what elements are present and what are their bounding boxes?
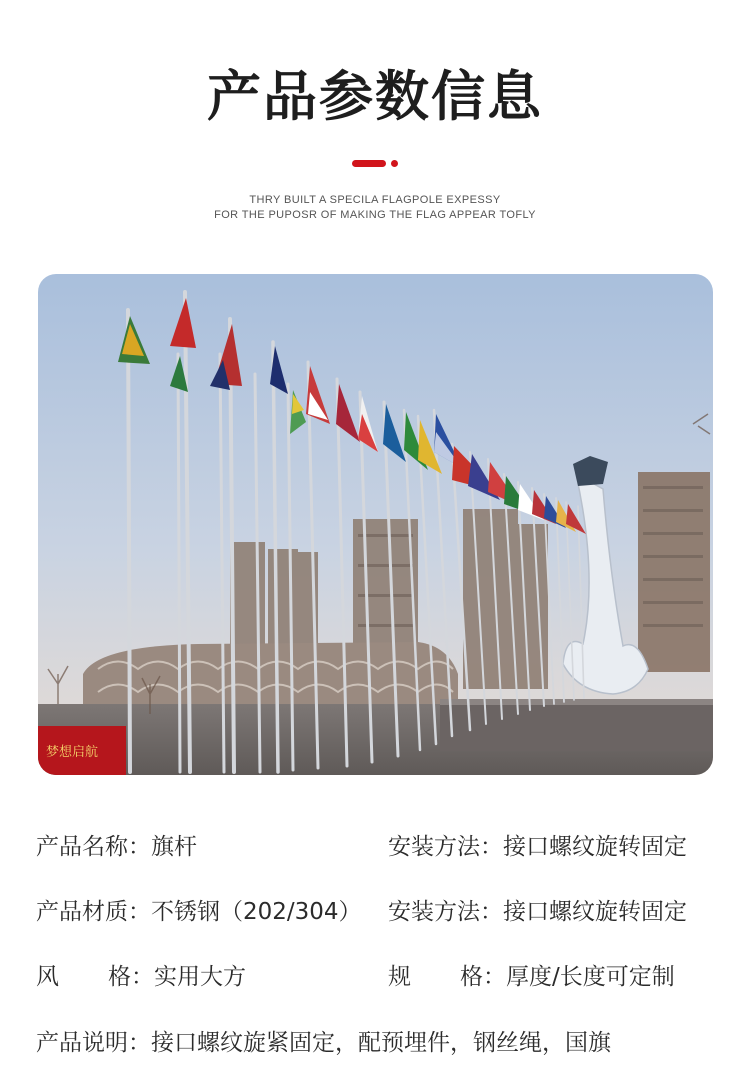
style-label [36, 962, 154, 992]
size-value: 厚度/长度可定制 [506, 964, 675, 990]
divider-bar [352, 160, 386, 167]
spec-row-2 [36, 897, 362, 927]
red-banner-text: 梦想启航 [46, 745, 99, 760]
spec-row-1-col2 [388, 832, 687, 862]
subtitle-line-1: THRY BUILT A SPECILA FLAGPOLE EXPESSY [249, 194, 501, 206]
spec-row-3 [36, 962, 246, 992]
tower-right [638, 472, 710, 672]
size-label-a: 规 [388, 964, 411, 990]
spec-row-4 [36, 1028, 611, 1058]
install-method-value-2: 接口螺纹旋转固定 [503, 899, 687, 925]
size-label-b: 格： [460, 964, 506, 990]
page-title: 产品参数信息 [207, 65, 543, 128]
style-label-b: 格： [108, 964, 154, 990]
material-value: 不锈钢（202/304） [151, 899, 362, 925]
style-label-a: 风 [36, 964, 59, 990]
stadium [83, 642, 458, 714]
style-value: 实用大方 [154, 964, 246, 990]
product-name-label: 产品名称： [36, 834, 151, 860]
material-label: 产品材质： [36, 899, 151, 925]
spec-row-2-col2 [388, 897, 687, 927]
install-method-label-2: 安装方法： [388, 899, 503, 925]
install-method-value: 接口螺纹旋转固定 [503, 834, 687, 860]
spec-row-3-col2 [388, 962, 675, 992]
product-name-value: 旗杆 [151, 834, 197, 860]
description-value: 接口螺纹旋紧固定，配预埋件，钢丝绳，国旗 [151, 1030, 611, 1056]
install-method-label: 安装方法： [388, 834, 503, 860]
product-photo [38, 274, 713, 775]
subtitle-line-2: FOR THE PUPOSR OF MAKING THE FLAG APPEAR TOFLY [214, 209, 536, 221]
spec-row-1 [36, 832, 197, 862]
size-label [388, 962, 506, 992]
description-label: 产品说明： [36, 1030, 151, 1056]
divider-dot [391, 160, 398, 167]
plinth [440, 699, 713, 751]
